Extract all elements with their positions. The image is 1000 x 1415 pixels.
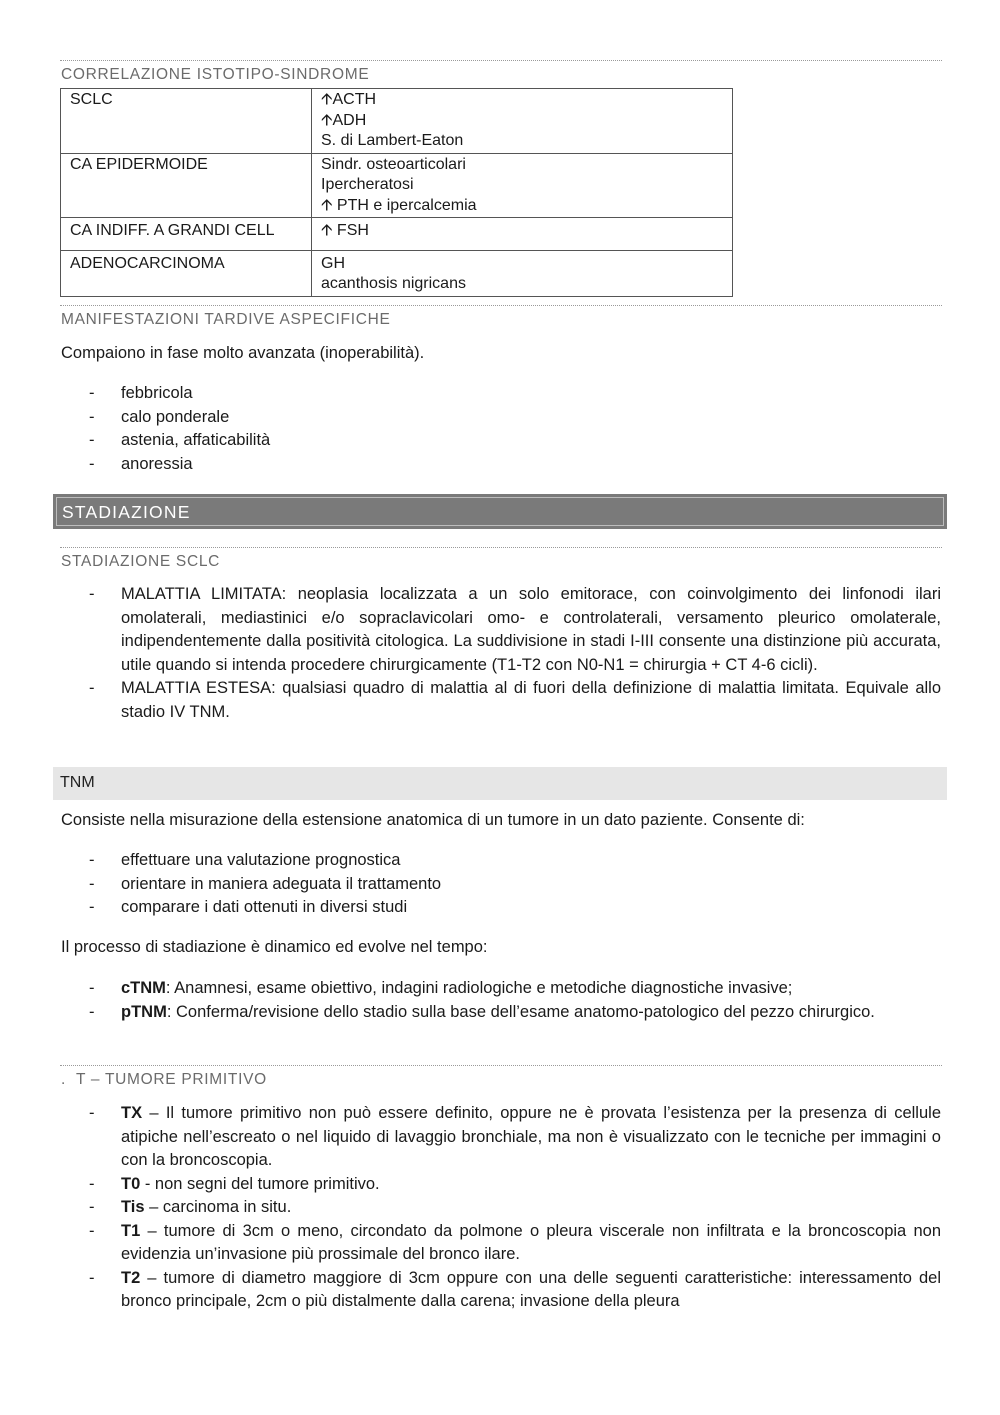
section-prefix: . [61, 1071, 67, 1088]
list-item: - cTNM: Anamnesi, esame obiettivo, indagini radiologiche e metodiche diagnostiche invasive; [89, 979, 793, 997]
section-title-correlazione: CORRELAZIONE ISTOTIPO-SINDROME [61, 66, 370, 83]
section-divider [60, 1065, 942, 1066]
list-tardive [61, 382, 941, 476]
list-item: - TX – Il tumore primitivo non può essere definito, oppure ne è provata l’esistenza per la presenza di cellule atipiche nell’escreato o nel liquido di lavaggio bronchiale, ma non è visualizzato con le tecniche per immagini o con la broncoscopia. [89, 1104, 941, 1169]
list-item: - comparare i dati ottenuti in diversi studi [89, 898, 408, 916]
sindrome-line: acanthosis nigricans [321, 275, 466, 292]
chapter-title: STADIAZIONE [56, 497, 944, 526]
sindrome-line: 🡩ACTH [321, 91, 377, 108]
sindrome-line: 🡩 FSH [321, 222, 369, 239]
list-item: - pTNM: Conferma/revisione dello stadio sulla base dell’esame anatomo-patologico del pezzo chirurgico. [89, 1002, 875, 1021]
list-item: - T1 – tumore di 3cm o meno, circondato da polmone o pleura viscerale non infiltrata e la broncoscopia non evidenzia un’invasione più prossimale del bronco ilare. [89, 1221, 941, 1263]
table-row [61, 89, 733, 154]
list-item: - effettuare una valutazione prognostica [89, 851, 401, 869]
table-cell-istotipo: ADENOCARCINOMA [61, 250, 312, 296]
list-item: - T2 – tumore di diametro maggiore di 3cm oppure con una delle seguenti caratteristiche: interessamento del bronco principale, 2cm o più distalmente dalla carena; invasione della pleura [89, 1268, 941, 1310]
table-row [61, 153, 733, 218]
section-divider [60, 305, 942, 306]
table-row [61, 250, 733, 296]
list-item: - febbricola [89, 384, 193, 402]
list-tnm-process [61, 977, 941, 1024]
table-row [61, 218, 733, 251]
section-divider [60, 60, 942, 61]
list-item: - orientare in maniera adeguata il trattamento [89, 874, 442, 893]
paragraph-intro: Compaiono in fase molto avanzata (inoperabilità). [61, 344, 425, 362]
list-item: - T0 - non segni del tumore primitivo. [89, 1174, 380, 1193]
list-item: - MALATTIA ESTESA: qualsiasi quadro di malattia al di fuori della definizione di malattia limitata. Equivale allo stadio IV TNM. [89, 679, 941, 721]
table-cell-istotipo: SCLC [61, 89, 312, 154]
correlation-table [60, 88, 733, 297]
list-t-categories [61, 1102, 941, 1314]
list-item: - Tis – carcinoma in situ. [89, 1198, 292, 1216]
table-cell-istotipo: CA INDIFF. A GRANDI CELL [61, 218, 312, 251]
section-heading-tnm [53, 767, 947, 800]
section-title-tnm: TNM [60, 774, 95, 791]
list-item: - MALATTIA LIMITATA: neoplasia localizzata a un solo emitorace, con coinvolgimento dei linfonodi ilari omolaterali, mediastinici e/o sopraclavicolari omo- e controlaterali, versamento pleurico omolaterale, indipendentemente dalla positività citologica. La suddivisione in stadi I-III consente una distinzione più accurata, utile quando si intenda procedere chirurgicamente (T1-T2 con N0-N1 = chirurgia + CT 4-6 cicli). [89, 585, 941, 674]
table-cell-sindromi [312, 218, 733, 251]
list-item: - anoressia [89, 454, 193, 473]
list-item: - astenia, affaticabilità [89, 431, 271, 449]
section-divider [60, 547, 942, 548]
paragraph-tnm-intro: Consiste nella misurazione della estensione anatomica di un tumore in un dato paziente. Consente di: [61, 811, 805, 829]
list-item: - calo ponderale [89, 407, 230, 426]
sindrome-line: Ipercheratosi [321, 176, 414, 193]
sindrome-line: S. di Lambert-Eaton [321, 132, 464, 149]
section-title-sclc: STADIAZIONE SCLC [61, 553, 221, 570]
section-title-tardive: MANIFESTAZIONI TARDIVE ASPECIFICHE [61, 311, 391, 328]
sindrome-line: 🡩 PTH e ipercalcemia [321, 196, 477, 214]
list-tnm-uses [61, 849, 941, 920]
table-cell-sindromi [312, 250, 733, 296]
section-title-t [61, 1071, 267, 1089]
section-title-text: T – TUMORE PRIMITIVO [76, 1071, 267, 1088]
table-cell-istotipo: CA EPIDERMOIDE [61, 153, 312, 218]
sindrome-line: Sindr. osteoarticolari [321, 155, 466, 173]
chapter-heading [53, 494, 947, 529]
paragraph-process-intro: Il processo di stadiazione è dinamico ed evolve nel tempo: [61, 938, 488, 956]
table-cell-sindromi [312, 89, 733, 154]
sindrome-line: GH [321, 254, 345, 272]
table-cell-sindromi [312, 153, 733, 218]
sindrome-line: 🡩ADH [321, 111, 367, 129]
list-sclc [61, 583, 941, 724]
